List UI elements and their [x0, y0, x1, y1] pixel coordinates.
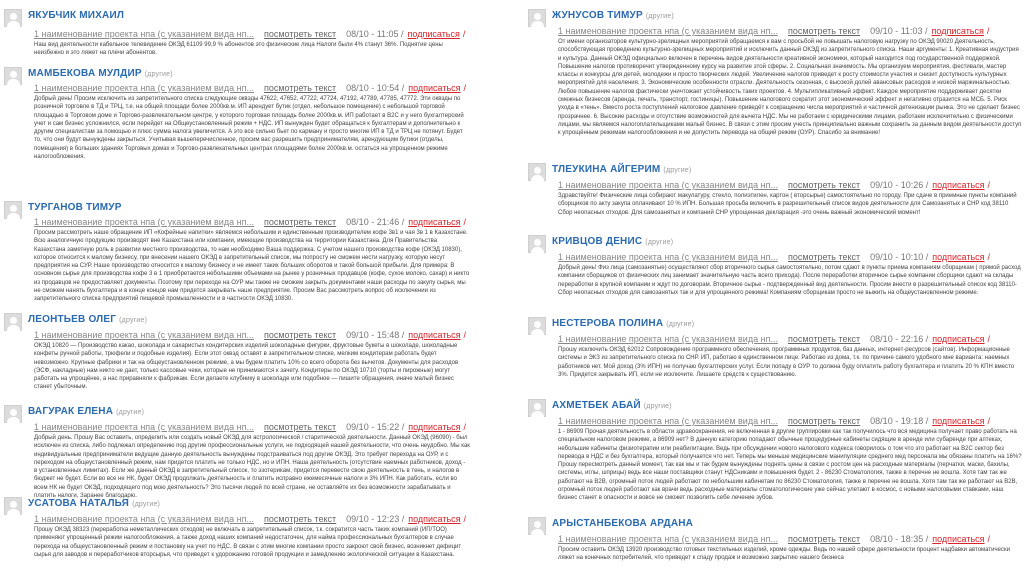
avatar — [528, 163, 546, 181]
author-role: (другие) — [645, 13, 674, 20]
separator: / — [987, 252, 991, 262]
comment-text: От имени организаторов культурно-зрелищных мероприятий обращаемся к вам с просьбой не повышать налоговую нагрузку по ОКЭД 90020 Деятельность, способствующая проведению культурно-зрелищных мероприятий и исключить данный ОКЭД из запретительного списка. Наши аргументы: 1. Креативная индустрия и культура. Данный ОКЭД официально включен в перечень видов деятельности креативной экономики, который находится под государственной поддержкой. Повышение налогов противоречит утвержденному курсу на развитие этой сферы. 2. Социальная значимость. Мы организуем мероприятия, фестивали, мастер классы и конкурсы для детей, молодежи и просто творческих людей. Увеличение налогов приведет к росту стоимости участия и снизит доступность культурных мероприятий для населения. 3. Экономические особенности отрасли. Деятельность сезонная, с высокой долей авансовых расходов и низкой маржинальностью. Любое повышение налогов фактически уничтожает устойчивость таких проектов. 4. Мультипликативный эффект. Каждое мероприятие поддерживает десятки смежных бизнесов (аренда, печать, транспорт, гостиницы). Повышение налогового сократит этот экономический эффект и негативно отразится на МСБ. 5. Риск ухода в «тень». Вместо роста поступлений налоговое давление приведёт к сокращению числа мероприятий и частичной детенизации рынка. Это не сделает бизнес прозрачнее. 6. Высокие расходы и отсутствие возможностей для вычета НДС. Мы не работаем с юридическими лицами, работаем исключительно с физическими лицами, мы являемся налогоплательщиками малый бизнес. В связи с этим просим учесть принципиально важным сохранить за данным видом деятельности доступ к упрощённым режимам налогообложения и не допустить перевода на общий режим (ОУР). Спасибо за внимание! — [558, 39, 1022, 137]
comment-meta — [34, 29, 465, 40]
comment-text: Добрый день. Прошу Вас оставить, определить или создать новый ОКЭД для астрологической / старитической деятельности. Данный ОКЭД (96090) - был исключен из списка, либо подлежал определению под другие профессиональные услуги, не подходящей нашей деятельности, что очень неудобно. Мы как индивидуальные предприниматели ведущие данную деятельность вынуждены подстраиваться под другие ОКЭД. Это требует перехода на ОУР, и с переходом на общеустановленный режим, нам придется платить не только НДС, но и ИПН. Наша деятельность (отсутствие наемных работников, доход - в установленных лимитах). Если же данный ОКЭД в запретительный список, то эзотерикам, придется перевести свою деятельность в тень, и налогов в бюджет не будет. Если во все не НК, будет ОКЭД продолжать деятельность и платить исправно ежемесячные налоги и 3% ИПН. Как работать, если во всем НК не будет ОКЭД, подходящего под мою деятельность? Это тысячи людей по всей стране, не оставляйте их без возможности зарабатывать и платить налоги, Заранее благодарю. — [34, 435, 470, 500]
view-text-link[interactable]: посмотреть текст — [787, 180, 861, 190]
avatar — [528, 9, 546, 27]
author-role: (другие) — [663, 167, 692, 174]
comment-text: Наш вид деятельности кабельное телевидение ОКЭД 61109 99,9 % абонентов это физические лица Налоги были 4% станут 36%. Поднятие цены неизбежно и это ляжет на плечи абонентов. — [34, 42, 443, 57]
author-name[interactable]: ЯКУБЧИК МИХАИЛ — [28, 10, 125, 21]
comment-meta — [558, 26, 989, 37]
author-name[interactable]: МАМБЕКОВА МУЛДИР (другие) — [28, 68, 173, 79]
comment-date: 09/10 - 10:26 / — [870, 180, 929, 190]
comment-item — [528, 514, 1024, 583]
view-text-link[interactable]: посмотреть текст — [263, 422, 337, 432]
project-link[interactable]: 1 наименование проекта нпа (с указанием вида нп... — [34, 29, 254, 39]
project-link[interactable]: 1 наименование проекта нпа (с указанием вида нп... — [34, 83, 254, 93]
project-link[interactable]: 1 наименование проекта нпа (с указанием вида нп... — [558, 534, 778, 544]
avatar — [4, 313, 22, 331]
project-link[interactable]: 1 наименование проекта нпа (с указанием вида нп... — [34, 514, 254, 524]
avatar — [528, 235, 546, 253]
comment-text: Просим рассмотреть наше обращение ИП «Кофейные напитки» являемся небольшим и единственным производителем кофе 3в1 и чая 3в 1 в Казахстане. Всю аналогичную продукцию производят вне Казахстана или компании, имеющие производства на территории Казахстана. Для Правительства Казахстана заметную роль в развитии местного производства, то нам необходимо Ваша поддержка. С учетом нашего производства кофе (ОКЭД 10830), которое относится к малому бизнесу, при внесении нашего ОКЭД в запретительный список, мы попросту не сможем нести нагрузку, которую несут предприятия на СУР. Наше производство относится к малому бизнесу и не имеет таких больших оборотов и такой большой прибыли. Для примера: В основном сырье для производства кофе 3 в 1 приобретается небольшими объемами на рынке у розничных продавцов (кофе, сухое молоко, сахар) и никто из продавцов не предоставляет документы. Поэтому при переходе на ОУР мы также не сможем закрыть документами наши расходы по закупу сырья, мы не сможем нанять бухгалтера и в конце концов нам придется закрывать наше предприятие. Просим Вас рассмотреть вопрос об исключении из запретительного списка предприятий пищевой промышленности и в частности ОКЭД 10830. — [34, 230, 470, 303]
separator: / — [987, 534, 991, 544]
separator: / — [987, 416, 991, 426]
subscribe-link[interactable]: подписаться — [407, 29, 460, 39]
comment-date: 08/10 - 18:35 / — [870, 534, 929, 544]
separator: / — [463, 83, 467, 93]
author-name[interactable]: ТУРГАНОВ ТИМУР — [28, 202, 122, 213]
separator: / — [463, 514, 467, 524]
subscribe-link[interactable]: подписаться — [408, 514, 461, 524]
avatar — [4, 201, 22, 219]
separator: / — [463, 422, 467, 432]
author-role: (другие) — [645, 239, 674, 246]
comment-meta — [558, 252, 990, 263]
subscribe-link[interactable]: подписаться — [932, 334, 985, 344]
subscribe-link[interactable]: подписаться — [932, 180, 985, 190]
separator: / — [462, 29, 466, 39]
author-role: (другие) — [119, 317, 148, 324]
view-text-link[interactable]: посмотреть текст — [787, 252, 861, 262]
author-role: (другие) — [132, 501, 161, 508]
comment-item — [4, 494, 472, 583]
comment-meta — [34, 83, 466, 94]
subscribe-link[interactable]: подписаться — [408, 217, 461, 227]
author-name[interactable]: КРИВЦОВ ДЕНИС (другие) — [552, 236, 674, 247]
comment-date: 09/10 - 10:10 / — [870, 252, 929, 262]
comment-item — [528, 314, 1024, 398]
author-name[interactable]: ВАГУРАК ЕЛЕНА (другие) — [28, 406, 145, 417]
comment-meta — [34, 422, 466, 433]
comment-item — [4, 310, 472, 398]
comment-text: Добрый день! Просим исключить из запретительного списка следующие оквэды 47622, 47652, 47722, 47724, 47192, 47789, 47785, 47772. Эти оквэды по розничной торговле в ТД и ТРЦ, т.е. на общей площади более 2000кв.м. ИП арендует бутик (отдел, небольшое помещение) с небольшой торговой площадью в Торговом доме и Торгово-развлекательном центре, у которого торговая площадь более 2000кв.м. ИП работает в B2C и у него бухгалтерский учет и сам бизнес усложнился, если перейдет на Общеустановленный режим + НДС. ИП вынужден будет обращаться к бухгалтерам и дополнительно к другим специалистам за помощью и плюс сумма налога увеличится. А это все сильно бьет по карману и просто многие ИП в ТД и ТРЦ не потянут. Будет то, что они будут вынуждены закрыться. Учитывая вышеперечисленное, просим вас разрешить предпринимателям, арендующим бутики (отделы, помещения) в больших зданиях Торговых домах и Торгово-развлекательных центрах площадями более 2000кв.м. остаться на упрощенном режиме налогообложения. — [34, 96, 464, 161]
comment-item — [4, 198, 472, 310]
avatar — [4, 405, 22, 423]
comment-date: 08/10 - 11:05 / — [346, 29, 404, 39]
comment-text: 1 - 86909 Прочая деятельность в области здравоохранения, не включенная в другие группировки как так получилось что вся медицина получает право работать на специальном налоговом режиме, а 86909 нет? В данную категорию попадают обычные процедурные кабинеты сидящие в аренде или субаренде при аптеках, небольшие кабинеты физиотерапии или реабилитации. Ведь при обсуждении нового налогового кодекса говорилось о том что это работает на B2C сектор без перевода в НДС и без бухгалтера, который получается что нет. Теперь мы меньше медицинские манипуляции среднего мед персонала мы обязаны платить на 16%? Прошу пересмотреть данный момент, так как мы и так будем вынуждены поднять цены в связи с ростом цен на расходные материалы (перчатки, маски, бахилы, системы, иглы, шприцы) ведь все наши поставщики станут НДСниками и повышения будет. 2 - 86230 Стоматология, также в перечне не вошла. Хотя там так же работают на B2B, огромный поток людей работают по небольшим кабинетам по 86230 Стоматология, также в перечне не вошла. Хотя там так же работают на B2B, огромный поток людей работают как врачи ведь расходные материалы стоматологические уже сейчас улетают в космос, с новыми налоговыми ставками, наш бизнес станет в опасности и вовсе не сможет позволить себе лечение зубов. — [558, 429, 1022, 502]
avatar — [528, 317, 546, 335]
view-text-link[interactable]: посмотреть текст — [787, 416, 861, 426]
project-link[interactable]: 1 наименование проекта нпа (с указанием вида нп... — [558, 180, 778, 190]
subscribe-link[interactable]: подписаться — [931, 26, 984, 36]
view-text-link[interactable]: посмотреть текст — [263, 29, 337, 39]
comment-text: Здравствуйте! Физические лица собирают макулатуру, стекло, полиэтилен, картон ( вторсырье) самостоятельно по городу. При сдаче в приемные пункты компаний сборщиков по акту закупа оплачивают 10 % ИПН. Большая просьба включить в разрешительный список видов деятельности для Самозанятых и СНР код 38110 Сбор неопасных отходов. Для самозанятых и компаний СНР упрощенная декларация -это очень важный экономический момент! — [558, 193, 1017, 216]
avatar — [528, 517, 546, 535]
author-name[interactable]: ЖУНУСОВ ТИМУР (другие) — [552, 10, 674, 21]
subscribe-link[interactable]: подписаться — [932, 252, 985, 262]
comment-date: 08/10 - 19:18 / — [870, 416, 929, 426]
view-text-link[interactable]: посмотреть текст — [787, 534, 861, 544]
author-name[interactable]: ЛЕОНТЬЕВ ОЛЕГ (другие) — [28, 314, 148, 325]
comment-item — [528, 396, 1024, 512]
comment-date: 08/10 - 21:46 / — [346, 217, 405, 227]
project-link[interactable]: 1 наименование проекта нпа (с указанием вида нп... — [558, 252, 778, 262]
comment-meta — [34, 514, 466, 525]
comment-item — [528, 6, 1024, 158]
separator: / — [463, 330, 467, 340]
project-link[interactable]: 1 наименование проекта нпа (с указанием вида нп... — [558, 26, 778, 36]
project-link[interactable]: 1 наименование проекта нпа (с указанием вида нп... — [34, 217, 254, 227]
subscribe-link[interactable]: подписаться — [408, 83, 461, 93]
subscribe-link[interactable]: подписаться — [408, 422, 461, 432]
subscribe-link[interactable]: подписаться — [932, 416, 985, 426]
view-text-link[interactable]: посмотреть текст — [263, 83, 337, 93]
author-role: (другие) — [116, 409, 145, 416]
comment-text: Добрый день! Физ лица (самозанятые) осуществляют сбор вторичного сырья самостоятельно, потом сдают в пункты приема компаниям сборщикам ( прямой расход компании сборщиков от физических лиц занимает значительную часть всего прихода). После переработки вторичное сырье компании сборщики сдают на склады переработки в крупной компании и ждут по договорам. Вторичное сырье - подтвержденный вид деятельности. Просим внести в разрешительный список код 38110- Сбор неопасных отходов для самозанятых так и для упрощенного режима! Компаниям сборщикам просто не выжить на общеустановленном режиме. — [558, 265, 1021, 296]
avatar — [4, 497, 22, 515]
comment-item — [4, 64, 472, 196]
comment-item — [528, 160, 1024, 226]
project-link[interactable]: 1 наименование проекта нпа (с указанием вида нп... — [34, 422, 254, 432]
avatar — [4, 9, 22, 27]
author-name[interactable]: АХМЕТБЕК АБАЙ (другие) — [552, 400, 672, 411]
comment-meta — [34, 330, 466, 341]
comment-meta — [34, 217, 466, 228]
separator: / — [463, 217, 467, 227]
author-name[interactable]: ТЛЕУКИНА АЙГЕРИМ (другие) — [552, 164, 692, 175]
comment-meta — [558, 534, 990, 545]
comment-item — [4, 6, 472, 68]
project-link[interactable]: 1 наименование проекта нпа (с указанием вида нп... — [558, 416, 778, 426]
view-text-link[interactable]: посмотреть текст — [263, 330, 337, 340]
view-text-link[interactable]: посмотреть текст — [263, 514, 337, 524]
comment-text: ОКЭД 10820 — Производство какао, шоколада и сахаристых кондитерских изделий шоколадные фигурки, фруктовые букеты в шоколаде, шоколадные конфеты ручной работы, трюфели и подобные изделия). Если этот оквэд оставят в запретительном списке, мелким кондитерам работать будет невозможно. Крупные фабрики и так на общеустановленном режиме, а мы будем платить 10% со всего оборота без вычетов. Документы для расходов (ЭСФ, накладные) нам никто не дает, только кассовые чеки, которые не принимаются к зачету. Кондитеры по ОКЭД 10710 (торты и пирожные) могут работать на упрощёнке, а нас приравняли к фабрикам. Если делаете клубнику в шоколаде или подобное — пишите обращения, иначе малый бизнес станет убыточным. — [34, 343, 459, 391]
author-name[interactable]: УСАТОВА НАТАЛЬЯ (другие) — [28, 498, 161, 509]
separator: / — [986, 26, 990, 36]
comment-date: 09/10 - 12:23 / — [346, 514, 405, 524]
comment-meta — [558, 334, 990, 345]
subscribe-link[interactable]: подписаться — [932, 534, 985, 544]
author-name[interactable]: НЕСТЕРОВА ПОЛИНА (другие) — [552, 318, 695, 329]
comment-date: 09/10 - 15:48 / — [346, 330, 405, 340]
author-role: (другие) — [643, 403, 672, 410]
author-role: (другие) — [144, 71, 173, 78]
view-text-link[interactable]: посмотреть текст — [263, 217, 337, 227]
project-link[interactable]: 1 наименование проекта нпа (с указанием вида нп... — [558, 334, 778, 344]
comment-text: Прошу ОКЭД 38323 (переработка неметаллических отходов) не включать в запретительный список, т.к. сократится часть таких компаний (ИП/ТОО) применяют упрощенный режим налогообложения, а также доход наших компаний недостаточен, для найма профессиональных бухгалтеров в случае перехода на общеустановленный режим и постановку на учет по НДС. В связи с этим многие компании просто закроют свой бизнес, возникнет дефицит сырья для заводов и переработчиков вторсырья, что приведет к удорожанию готовой продукции и замедлению экологической ситуации в Казахстана. — [34, 527, 462, 558]
comment-date: 08/10 - 10:54 / — [346, 83, 405, 93]
separator: / — [987, 334, 991, 344]
comment-item — [4, 402, 472, 500]
comment-meta — [558, 416, 990, 427]
author-role: (другие) — [666, 321, 695, 328]
comment-date: 08/10 - 22:16 / — [870, 334, 929, 344]
view-text-link[interactable]: посмотреть текст — [787, 334, 861, 344]
avatar — [4, 67, 22, 85]
avatar — [528, 399, 546, 417]
comment-text: Просим оставить ОКЭД 13920 производство готовых текстильных изделий, кроме одежды. Ведь по нашей сфере деятельности процент надбавки автоматически ляжет на конечных потребителей, что приведет к спаду продаж и возможно закрытию нашего бизнеса — [558, 547, 1010, 562]
comment-text: Прошу исключить ОКЭД 62012 Сопровождение программного обеспечения, программных продуктов, баз данных, интернет-ресурсов (сайтов). Информационные системы и ЭКЗ из запретительного списка по СНР. ИП, работаю в единственном лице. Работаю из дома, т.к. по причине самого удобного мне варианта: наемных работников нет. Мой доход (3% ИПН) не получаю бухгалтерских услуг. Если попаду в ОУР то должна буду оплатить работу бухгалтера и платить 20 % КПН вместо 3%. Придется закрывать ИП, если не исключите. Лишаете средств к существованию. — [558, 347, 1015, 378]
author-name[interactable]: АРЫСТАНБЕКОВА АРДАНА — [552, 518, 694, 529]
view-text-link[interactable]: посмотреть текст — [787, 26, 861, 36]
comment-item — [528, 232, 1024, 312]
comment-date: 09/10 - 15:22 / — [346, 422, 405, 432]
comment-date: 09/10 - 11:03 / — [870, 26, 928, 36]
project-link[interactable]: 1 наименование проекта нпа (с указанием вида нп... — [34, 330, 254, 340]
separator: / — [987, 180, 991, 190]
subscribe-link[interactable]: подписаться — [408, 330, 461, 340]
comment-meta — [558, 180, 990, 191]
